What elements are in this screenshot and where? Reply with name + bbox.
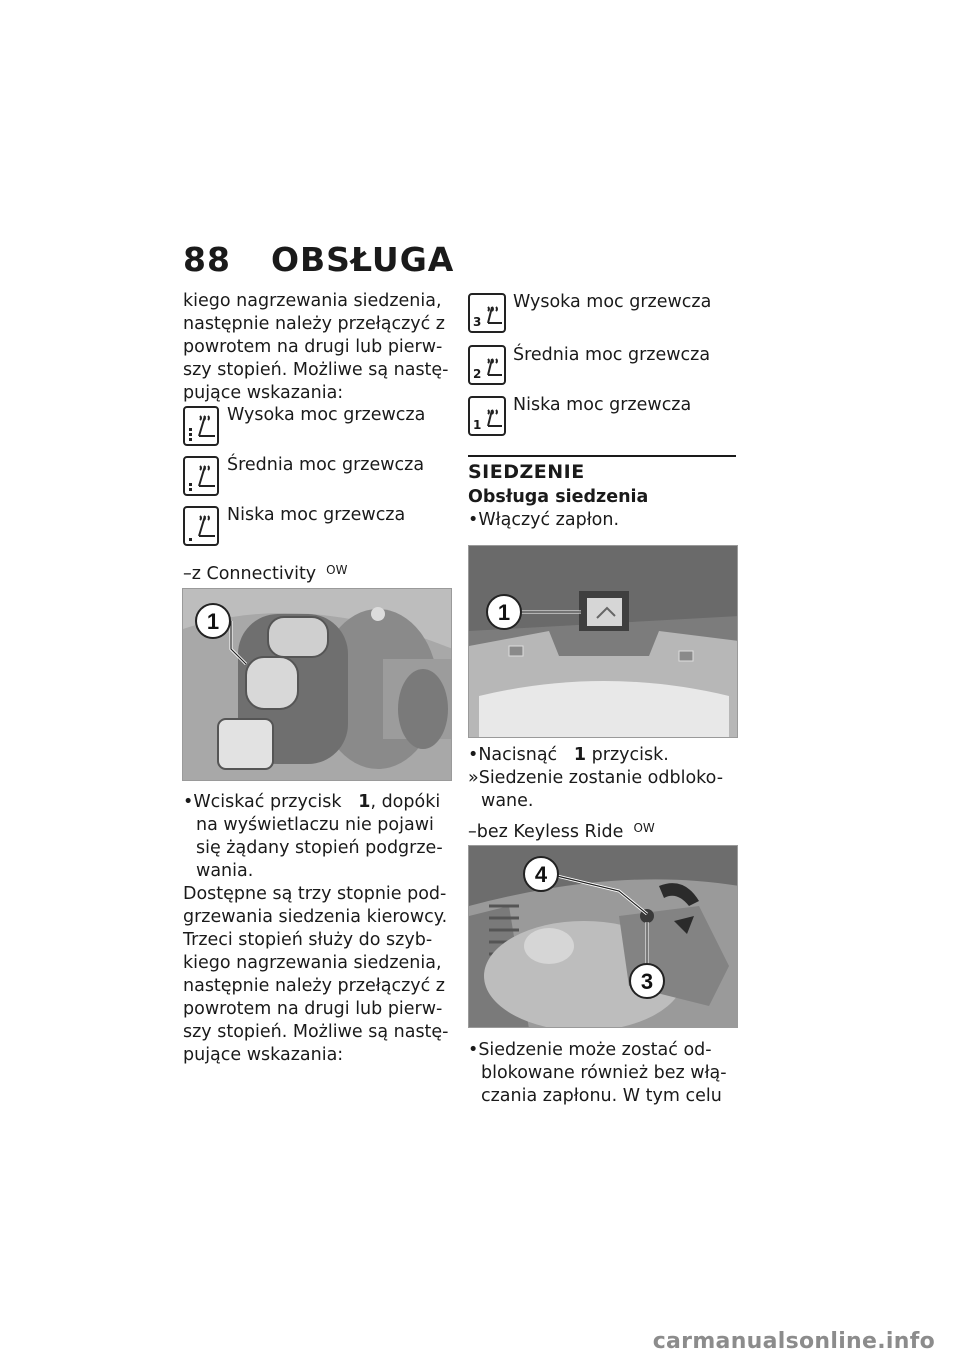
intro-line: powrotem na drugi lub pierw-	[183, 337, 443, 357]
handlebar-switch-photo	[182, 588, 452, 781]
page-number: 88	[183, 240, 231, 279]
result-line: wane.	[481, 791, 534, 811]
level-label-3: Wysoka moc grzewcza	[513, 292, 712, 312]
level-label-medium: Średnia moc grzewcza	[227, 455, 425, 475]
final-line: czania zapłonu. W tym celu	[481, 1086, 722, 1106]
footer-watermark: carmanualsonline.info	[652, 1329, 935, 1354]
step-text: •Nacisnąć	[468, 745, 558, 765]
button-ref: 1	[358, 792, 371, 812]
bullet-line: na wyświetlaczu nie pojawi	[196, 815, 434, 835]
intro-line: pujące wskazania:	[183, 383, 344, 403]
result-line: »Siedzenie zostanie odbloko-	[468, 768, 724, 788]
seat-heating-low-icon	[183, 506, 219, 546]
level-label-1: Niska moc grzewcza	[513, 395, 692, 415]
para-line: Trzeci stopień służy do szyb-	[183, 930, 433, 950]
variant-note	[183, 562, 347, 586]
bullet-text: •Wciskać przycisk	[183, 792, 342, 812]
subsection-title: Obsługa siedzenia	[468, 487, 649, 507]
para-line: grzewania siedzenia kierowcy.	[183, 907, 448, 927]
section-title: SIEDZENIE	[468, 461, 585, 483]
final-line: blokowane również bez włą-	[481, 1063, 727, 1083]
para-line: powrotem na drugi lub pierw-	[183, 999, 443, 1019]
intro-line: szy stopień. Możliwe są nastę-	[183, 360, 449, 380]
page-header	[183, 240, 454, 279]
photo-callout-1: 1	[206, 609, 220, 634]
section-divider	[468, 455, 736, 457]
level-number: 3	[473, 315, 482, 329]
photo-callout-4: 4	[534, 862, 548, 887]
para-line: szy stopień. Możliwe są nastę-	[183, 1022, 449, 1042]
seat-button-photo	[468, 545, 738, 738]
button-ref: 1	[573, 745, 587, 765]
seat-heating-medium-icon	[183, 456, 219, 496]
variant-note	[468, 820, 655, 844]
seat-heating-level-3-icon	[468, 293, 506, 333]
intro-line: następnie należy przełączyć z	[183, 314, 445, 334]
para-line: pujące wskazania:	[183, 1045, 344, 1065]
para-line: następnie należy przełączyć z	[183, 976, 445, 996]
bullet-line: wania.	[196, 861, 254, 881]
seat-lock-photo	[468, 845, 738, 1028]
bullet-press-button	[183, 790, 440, 814]
bullet-tail: , dopóki	[370, 792, 441, 812]
para-line: kiego nagrzewania siedzenia,	[183, 953, 442, 973]
variant-code: OW	[633, 821, 655, 835]
level-label-high: Wysoka moc grzewcza	[227, 405, 426, 425]
variant-code: OW	[326, 563, 348, 577]
variant-text: –z Connectivity	[183, 564, 317, 584]
variant-text: –bez Keyless Ride	[468, 822, 624, 842]
seat-heating-level-2-icon	[468, 345, 506, 385]
seat-heating-level-1-icon	[468, 396, 506, 436]
page-title: OBSŁUGA	[270, 240, 455, 279]
final-line: •Siedzenie może zostać od-	[468, 1040, 712, 1060]
level-label-low: Niska moc grzewcza	[227, 505, 406, 525]
para-line: Dostępne są trzy stopnie pod-	[183, 884, 447, 904]
level-label-2: Średnia moc grzewcza	[513, 345, 711, 365]
seat-heating-high-icon	[183, 406, 219, 446]
photo-callout-3: 3	[640, 969, 654, 994]
step-press-button	[468, 743, 669, 767]
bullet-line: się żądany stopień podgrze-	[196, 838, 443, 858]
level-number: 1	[473, 418, 482, 432]
step-text-suffix: przycisk.	[591, 745, 669, 765]
step-ignition: •Włączyć zapłon.	[468, 510, 620, 530]
photo-callout-1: 1	[497, 600, 511, 625]
level-number: 2	[473, 367, 482, 381]
intro-line: kiego nagrzewania siedzenia,	[183, 291, 442, 311]
